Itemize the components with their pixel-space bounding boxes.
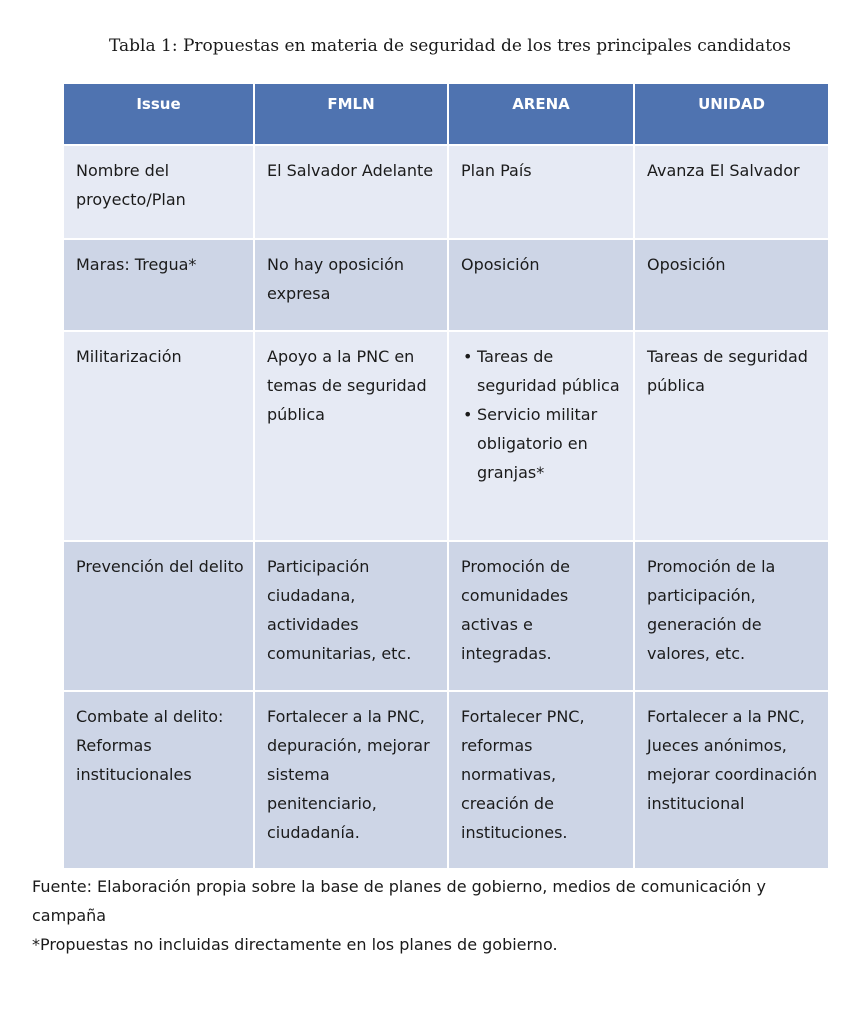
table-row xyxy=(63,691,829,869)
cell-fmln: Participación ciudadana, actividades comunitarias, etc. xyxy=(254,541,448,691)
table-caption: Tabla 1: Propuestas en materia de seguridad de los tres principales candidatos xyxy=(109,36,791,56)
bullet-item: • Servicio militar obligatorio en granjas* xyxy=(477,400,627,487)
table-row xyxy=(63,331,829,541)
header-arena: ARENA xyxy=(448,83,634,145)
cell-issue: Maras: Tregua* xyxy=(63,239,254,331)
table-row xyxy=(63,239,829,331)
cell-issue: Combate al delito: Reformas institucionales xyxy=(63,691,254,869)
cell-fmln: El Salvador Adelante xyxy=(254,145,448,239)
cell-fmln: Fortalecer a la PNC, depuración, mejorar sistema penitenciario, ciudadanía. xyxy=(254,691,448,869)
cell-arena: Plan País xyxy=(448,145,634,239)
table-row xyxy=(63,145,829,239)
cell-arena: Oposición xyxy=(448,239,634,331)
cell-arena xyxy=(448,331,634,541)
bullet-item: • Tareas de seguridad pública xyxy=(477,342,627,400)
arena-bullet-list xyxy=(461,342,627,487)
proposals-table xyxy=(62,82,830,870)
table-footnotes xyxy=(32,872,832,959)
table-header-row xyxy=(63,83,829,145)
cell-fmln: Apoyo a la PNC en temas de seguridad pública xyxy=(254,331,448,541)
cell-unidad: Tareas de seguridad pública xyxy=(634,331,829,541)
cell-issue: Prevención del delito xyxy=(63,541,254,691)
cell-fmln: No hay oposición expresa xyxy=(254,239,448,331)
header-unidad: UNIDAD xyxy=(634,83,829,145)
cell-arena: Promoción de comunidades activas e integradas. xyxy=(448,541,634,691)
table-row xyxy=(63,541,829,691)
asterisk-note: *Propuestas no incluidas directamente en los planes de gobierno. xyxy=(32,935,558,954)
header-fmln: FMLN xyxy=(254,83,448,145)
cell-arena: Fortalecer PNC, reformas normativas, creación de instituciones. xyxy=(448,691,634,869)
cell-unidad: Fortalecer a la PNC, Jueces anónimos, mejorar coordinación institucional xyxy=(634,691,829,869)
source-note: Fuente: Elaboración propia sobre la base de planes de gobierno, medios de comunicación y campaña xyxy=(32,877,766,925)
cell-issue: Nombre del proyecto/Plan xyxy=(63,145,254,239)
header-issue: Issue xyxy=(63,83,254,145)
cell-issue: Militarización xyxy=(63,331,254,541)
cell-unidad: Promoción de la participación, generación de valores, etc. xyxy=(634,541,829,691)
cell-unidad: Oposición xyxy=(634,239,829,331)
cell-unidad: Avanza El Salvador xyxy=(634,145,829,239)
